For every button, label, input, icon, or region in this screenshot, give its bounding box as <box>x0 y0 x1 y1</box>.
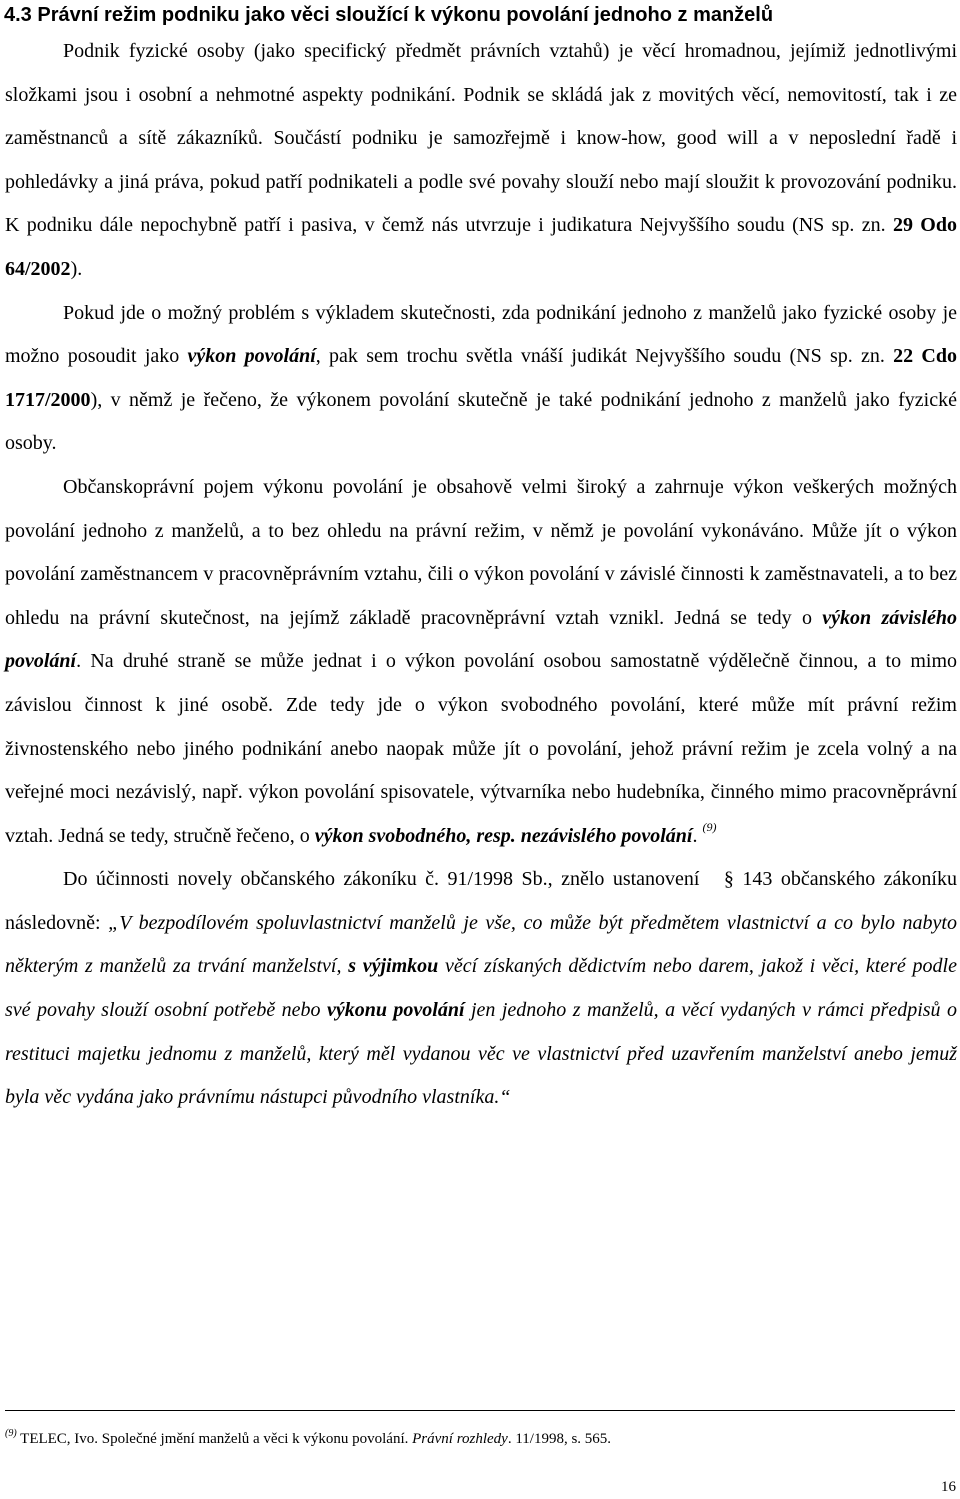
paragraph-2: Pokud jde o možný problém s výkladem skutečnosti, zda podnikání jednoho z manželů jako fyzické osoby je možno posoudit jako výkon povolání, pak sem trochu světla vnáší judikát Nejvyššího soudu (NS sp. zn. 22 Cdo 1717/2000), v němž je řečeno, že výkonem povolání skutečně je také podnikání jednoho z manželů jako fyzické osoby. <box>5 301 957 455</box>
emphasis-term: výkon závislého povolání <box>5 606 957 673</box>
body-text <box>5 30 957 1120</box>
footnote: $^{(9)}$ TELEC, Ivo. Společné jmění manželů a věci k výkonu povolání. Právní rozhledy. 11/1998, s. 565. <box>5 1428 612 1447</box>
emphasis-term: výkon svobodného, resp. nezávislého povolání <box>314 824 693 847</box>
footnote-marker[interactable]: (9) <box>702 819 717 834</box>
paragraph-4: Do účinnosti novely občanského zákoníku č. 91/1998 Sb., znělo ustanovení § 143 občanského zákoníku následovně: „V bezpodílovém spoluvlastnictví manželů je vše, co může být předmětem vlastnictví a co bylo nabyto některým z manželů za trvání manželství, s výjimkou věcí získaných dědictvím nebo darem, jakož i věci, které podle své povahy slouží osobní potřebě nebo výkonu povolání jen jednoho z manželů, a věcí vydaných v rámci předpisů o restituci majetku jednomu z manželů, který měl vydanou věc ve vlastnictví před uzavřením manželství anebo jemuž byla věc vydána jako právnímu nástupci původního vlastníka.“ <box>5 868 957 1109</box>
page-number: 16 <box>941 1479 956 1495</box>
footnote-number: (9) <box>5 1428 17 1439</box>
case-reference: 22 Cdo 1717/2000 <box>5 345 957 411</box>
emphasis-term: výkonu povolání <box>326 999 465 1022</box>
section-heading: 4.3 Právní režim podniku jako věci sloužící k výkonu povolání jednoho z manželů <box>4 4 774 26</box>
emphasis-term: s výjimkou <box>348 955 439 978</box>
paragraph-3: Občanskoprávní pojem výkonu povolání je obsahově velmi široký a zahrnuje výkon veškerých možných povolání jednoho z manželů, a to bez ohledu na právní režim, v němž je povolání vykonáváno. Může jít o výkon povolání zaměstnancem v pracovněprávním vztahu, čili o výkon povolání v závislé činnosti k zaměstnavateli, a to bez ohledu na právní skutečnost, na jejímž základě pracovněprávní vztah vznikl. Jedná se tedy o výkon závislého povolání. Na druhé straně se může jednat i o výkon povolání osobou samostatně výdělečně činnou, a to mimo závislou činnost k jiné osobě. Zde tedy jde o výkon svobodného povolání, které může mít právní režim živnostenského nebo jiného podnikání anebo naopak může jít o povolání, jehož právní režim je zcela volný a na veřejné moci nezávislý, např. výkon povolání spisovatele, výtvarníka nebo hudebníka, činného mimo pracovněprávní vztah. Jedná se tedy, stručně řečeno, o výkon svobodného, resp. nezávislého povolání. $^{(9)}$ <box>5 475 957 847</box>
paragraph-1: Podnik fyzické osoby (jako specifický předmět právních vztahů) je věcí hromadnou, jejímiž jednotlivými složkami jsou i osobní a nehmotné aspekty podnikání. Podnik se skládá jak z movitých věcí, nemovitostí, tak i ze zaměstnanců a sítě zákazníků. Součástí podniku je samozřejmě i know-how, good will a v neposlední řadě i pohledávky a jiná práva, pokud patří podnikateli a podle své povahy slouží nebo mají sloužit k provozování podniku. K podniku dále nepochybně patří i pasiva, v čemž nás utvrzuje i judikatura Nejvyššího soudu (NS sp. zn. 29 Odo 64/2002). <box>5 40 957 280</box>
journal-title: Právní rozhledy <box>412 1431 508 1447</box>
section-sign: § <box>723 868 734 891</box>
case-reference: 29 Odo 64/2002 <box>5 214 957 280</box>
emphasis-term: výkon povolání <box>187 345 316 368</box>
footnote-separator <box>5 1410 955 1411</box>
quoted-statute: „V bezpodílovém spoluvlastnictví manželů je vše, co může být předmětem vlastnictví a co bylo nabyto některým z manželů za trvání manželství, s výjimkou věcí získaných dědictvím nebo darem, jakož i věci, které podle své povahy slouží osobní potřebě nebo výkonu povolání jen jednoho z manželů, a věcí vydaných v rámci předpisů o restituci majetku jednomu z manželů, který měl vydanou věc ve vlastnictví před uzavřením manželství anebo jemuž byla věc vydána jako právnímu nástupci původního vlastníka.“ <box>5 911 957 1109</box>
